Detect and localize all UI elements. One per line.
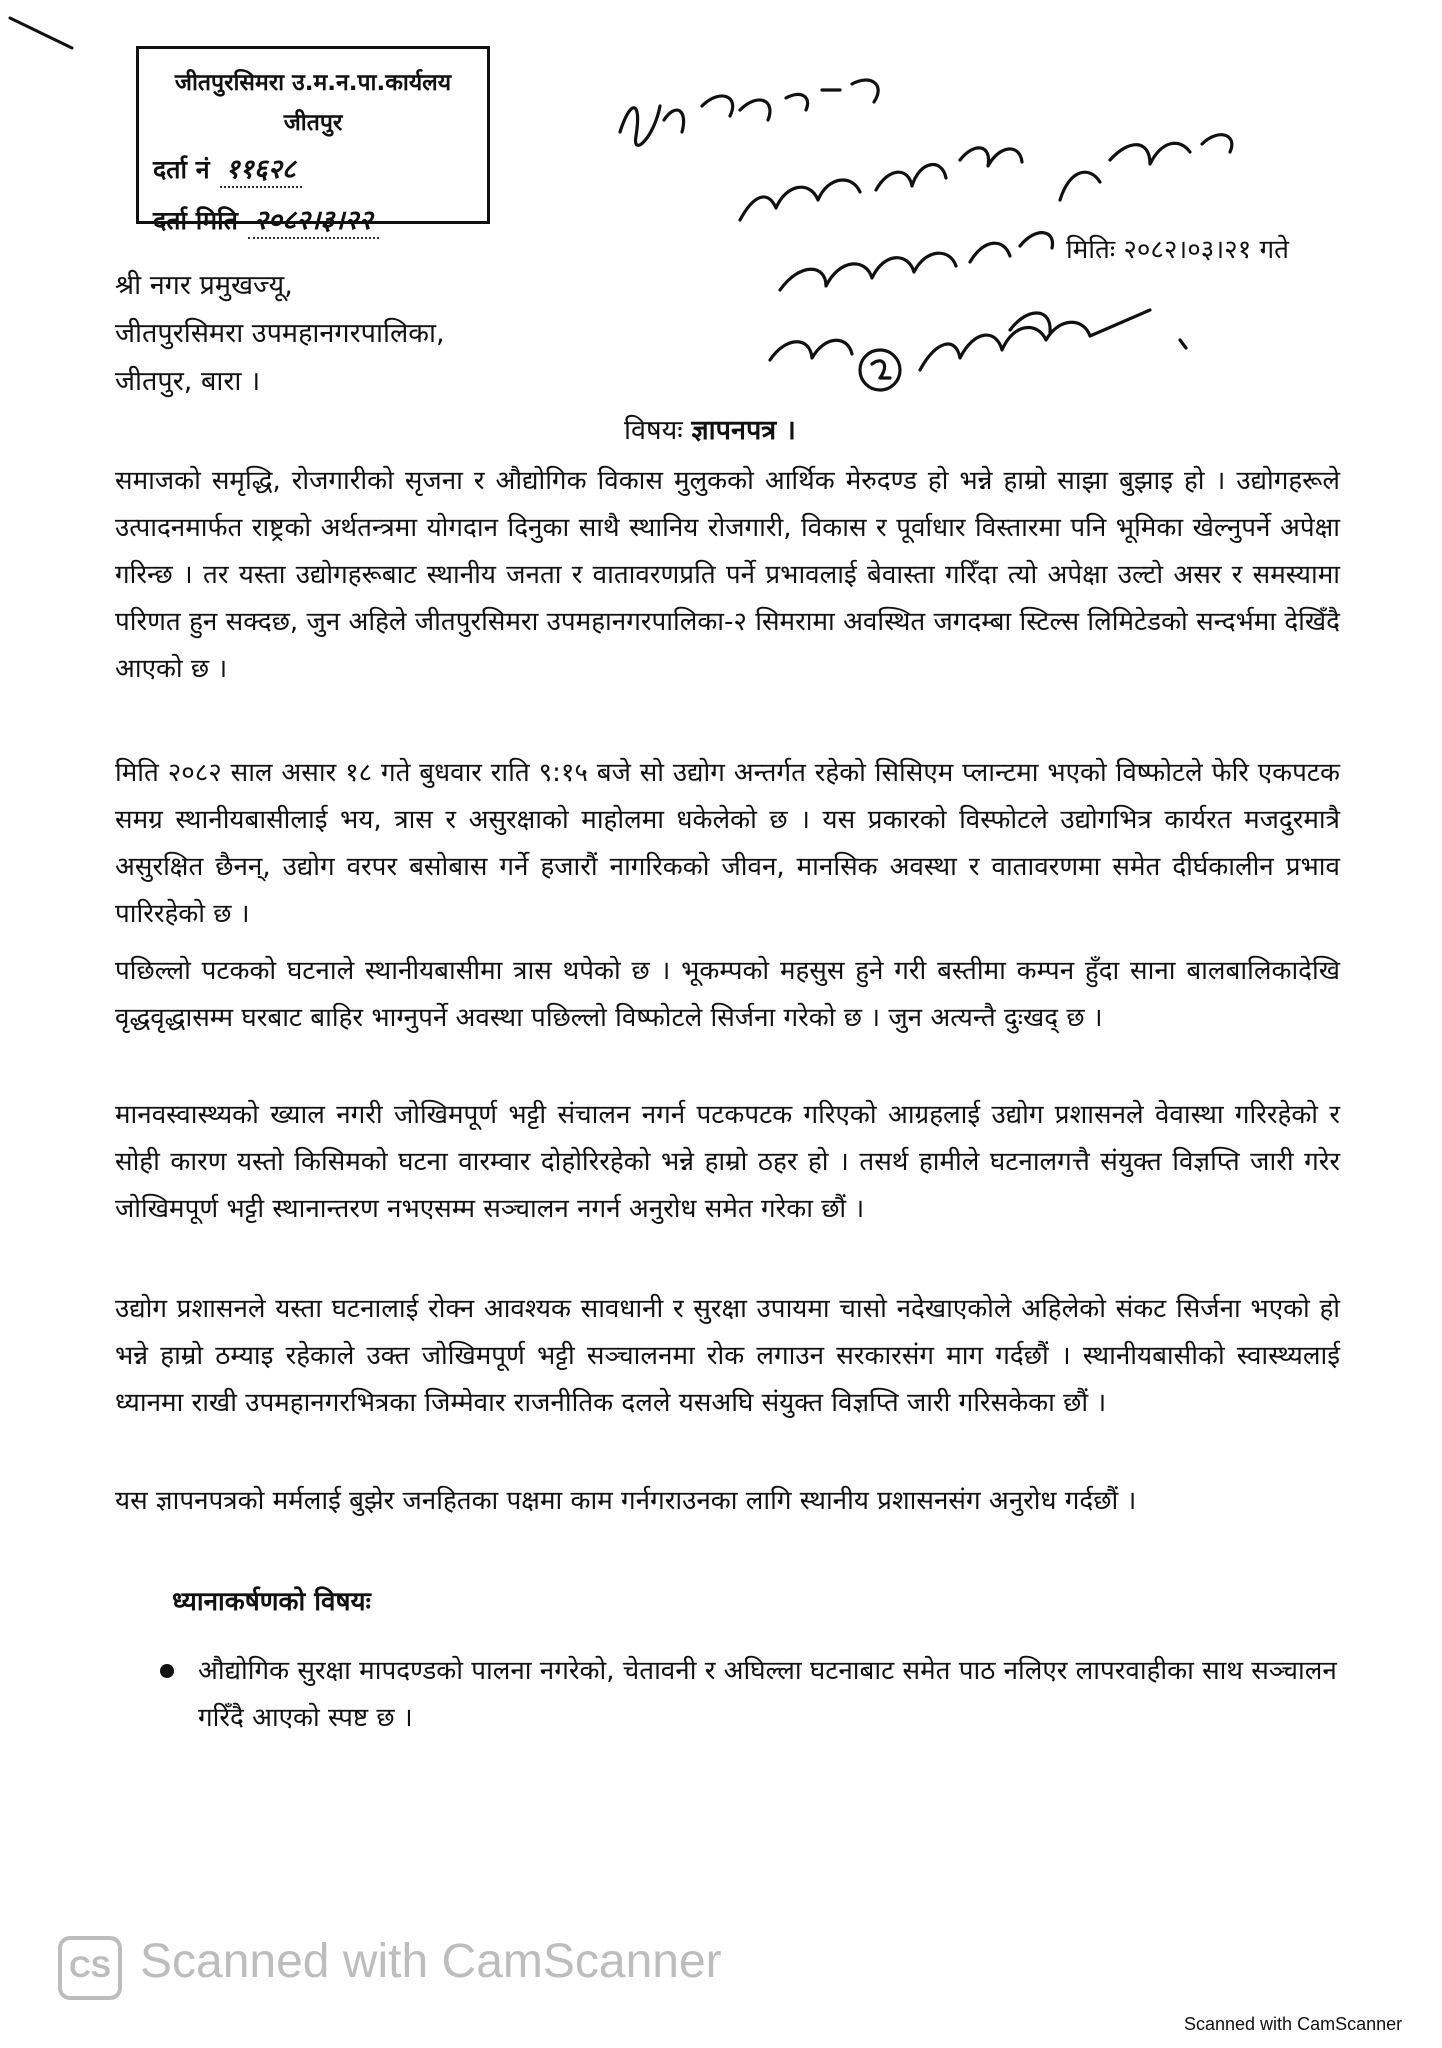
- subject-text: ज्ञापनपत्र ।: [691, 415, 796, 446]
- subject-line: [624, 410, 796, 447]
- recipient-block: [115, 262, 445, 406]
- body-paragraph-1: समाजको समृद्धि, रोजगारीको सृजना र औद्योगिक विकास मुलुकको आर्थिक मेरुदण्ड हो भन्ने हाम्रो साझा बुझाइ हो । उद्योगहरूले उत्पादनमार्फत राष्ट्रको अर्थतन्त्रमा योगदान दिनुका साथै स्थानिय रोजगारी, विकास र पूर्वाधार विस्तारमा पनि भूमिका खेल्नुपर्ने अपेक्षा गरिन्छ । तर यस्ता उद्योगहरूबाट स्थानीय जनता र वातावरणप्रति पर्ने प्रभावलाई बेवास्ता गरिँदा त्यो अपेक्षा उल्टो असर र समस्यामा परिणत हुन सक्दछ, जुन अहिले जीतपुरसिमरा उपमहानगरपालिका-२ सिमरामा अवस्थित जगदम्बा स्टिल्स लिमिटेडको सन्दर्भमा देखिँदै आएको छ ।: [115, 466, 1340, 684]
- corner-pen-mark: [0, 0, 90, 70]
- handwritten-note-signature: [590, 40, 1250, 400]
- stamp-dispatch-number-row: [153, 149, 473, 188]
- recipient-title: श्री नगर प्रमुखज्यू,: [115, 270, 293, 301]
- letter-date: मितिः २०८२।०३।२१ गते: [1066, 235, 1289, 265]
- stamp-dispatch-number-value: ११६२८: [220, 149, 302, 188]
- body-paragraph-4: मानवस्वास्थ्यको ख्याल नगरी जोखिमपूर्ण भट्टी संचालन नगर्न पटकपटक गरिएको आग्रहलाई उद्योग प्रशासनले वेवास्था गरिरहेको र सोही कारण यस्तो किसिमको घटना वारम्वार दोहोरिरहेको भन्ने हाम्रो ठहर हो । तसर्थ हामीले घटनालगत्तै संयुक्त विज्ञप्ति जारी गरेर जोखिमपूर्ण भट्टी स्थानान्तरण नभएसम्म सञ्चालन नगर्न अनुरोध समेत गरेका छौं ।: [115, 1100, 1340, 1224]
- attention-bullet-text: औद्योगिक सुरक्षा मापदण्डको पालना नगरेको, चेतावनी र अघिल्ला घटनाबाट समेत पाठ नलिएर लापरवाहीका साथ सञ्चालन गरिँदै आएको स्पष्ट छ ।: [198, 1656, 1337, 1733]
- attention-heading: ध्यानाकर्षणको विषयः: [172, 1587, 371, 1617]
- attention-bullet-item: [160, 1648, 1340, 1742]
- recipient-address: जीतपुर, बारा ।: [115, 366, 261, 397]
- camscanner-watermark: Scanned with CamScanner: [140, 1935, 722, 1988]
- stamp-dispatch-date-value: २०८२।३।२२: [248, 200, 379, 239]
- bullet-dot-icon: [160, 1664, 174, 1678]
- body-paragraph-5: उद्योग प्रशासनले यस्ता घटनालाई रोक्न आवश्यक सावधानी र सुरक्षा उपायमा चासो नदेखाएकोले अहिलेको संकट सिर्जना भएको हो भन्ने हाम्रो ठम्याइ रहेकाले उक्त जोखिमपूर्ण भट्टी सञ्चालनमा रोक लगाउन सरकारसंग माग गर्दछौं । स्थानीयबासीको स्वास्थ्यलाई ध्यानमा राखी उपमहानगरभित्रका जिम्मेवार राजनीतिक दलले यसअघि संयुक्त विज्ञप्ति जारी गरिसकेका छौं ।: [115, 1294, 1340, 1418]
- registration-stamp: [136, 46, 490, 236]
- stamp-office-name: जीतपुरसिमरा उ.म.न.पा.कार्यलय: [174, 70, 452, 96]
- stamp-dispatch-number-label: दर्ता नं: [153, 155, 210, 184]
- subject-label: विषयः: [624, 415, 683, 446]
- body-paragraph-6: यस ज्ञापनपत्रको मर्मलाई बुझेर जनहितका पक्षमा काम गर्नगराउनका लागि स्थानीय प्रशासनसंग अनुरोध गर्दछौं ।: [115, 1486, 1137, 1516]
- camscanner-logo-icon: CS: [58, 1936, 122, 2000]
- recipient-organization: जीतपुरसिमरा उपमहानगरपालिका,: [115, 318, 445, 349]
- stamp-dispatch-date-label: दर्ता मिति: [153, 206, 238, 235]
- stamp-place: जीतपुर: [283, 110, 343, 136]
- body-paragraph-3: पछिल्लो पटकको घटनाले स्थानीयबासीमा त्रास थपेको छ । भूकम्पको महसुस हुने गरी बस्तीमा कम्पन हुँदा साना बालबालिकादेखि वृद्धवृद्धासम्म घरबाट बाहिर भाग्नुपर्ने अवस्था पछिल्लो विष्फोटले सिर्जना गरेको छ । जुन अत्यन्तै दुःखद् छ ।: [115, 956, 1340, 1033]
- camscanner-footer-text: Scanned with CamScanner: [1184, 2014, 1403, 2034]
- body-paragraph-2: मिति २०८२ साल असार १८ गते बुधवार राति ९:१५ बजे सो उद्योग अन्तर्गत रहेको सिसिएम प्लान्टमा भएको विष्फोटले फेरि एकपटक समग्र स्थानीयबासीलाई भय, त्रास र असुरक्षाको माहोलमा धकेलेको छ । यस प्रकारको विस्फोटले उद्योगभित्र कार्यरत मजदुरमात्रै असुरक्षित छैनन्, उद्योग वरपर बसोबास गर्ने हजारौं नागरिकको जीवन, मानसिक अवस्था र वातावरणमा समेत दीर्घकालीन प्रभाव पारिरहेको छ ।: [115, 758, 1340, 929]
- stamp-dispatch-date-row: [153, 200, 473, 239]
